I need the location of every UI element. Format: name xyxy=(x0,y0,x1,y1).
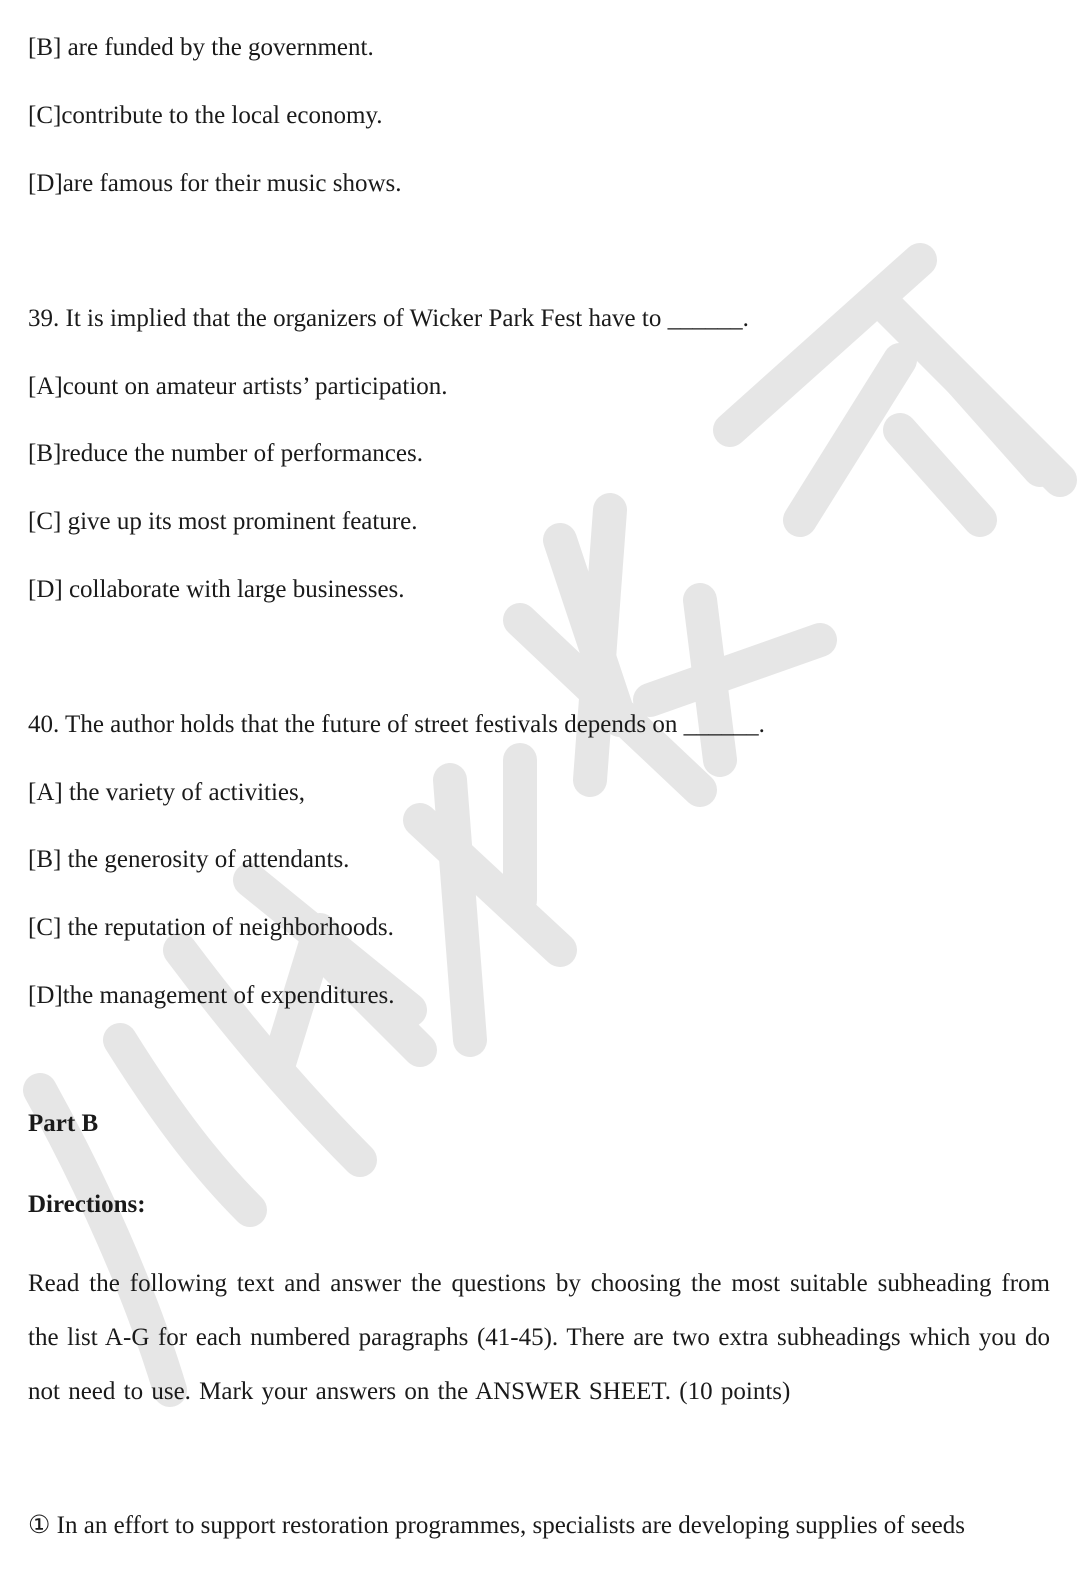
q40-option-c: [C] the reputation of neighborhoods. xyxy=(28,914,394,941)
q39-stem: 39. It is implied that the organizers of Wicker Park Fest have to ______. xyxy=(28,305,749,332)
directions-label: Directions: xyxy=(28,1191,146,1218)
paragraph-1-start: ① In an effort to support restoration programmes, specialists are developing supplies of seeds xyxy=(28,1512,965,1539)
q38-option-b: [B] are funded by the government. xyxy=(28,34,374,61)
q38-option-c: [C]contribute to the local economy. xyxy=(28,102,383,129)
q39-option-b: [B]reduce the number of performances. xyxy=(28,440,423,467)
q39-option-c: [C] give up its most prominent feature. xyxy=(28,508,418,535)
q39-option-d: [D] collaborate with large businesses. xyxy=(28,576,405,603)
q40-stem: 40. The author holds that the future of street festivals depends on ______. xyxy=(28,711,765,738)
q39-option-a: [A]count on amateur artists’ participation. xyxy=(28,373,448,400)
q40-option-a: [A] the variety of activities, xyxy=(28,779,305,806)
q38-option-d: [D]are famous for their music shows. xyxy=(28,170,402,197)
q40-option-d: [D]the management of expenditures. xyxy=(28,982,395,1009)
q40-option-b: [B] the generosity of attendants. xyxy=(28,846,350,873)
directions-text: Read the following text and answer the questions by choosing the most suitable subheading from the list A-G for each numbered paragraphs (41-45). There are two extra subheadings which you do not need to use. Mark your answers on the ANSWER SHEET. (10 points) xyxy=(28,1270,1050,1405)
part-b-heading: Part B xyxy=(28,1110,99,1137)
